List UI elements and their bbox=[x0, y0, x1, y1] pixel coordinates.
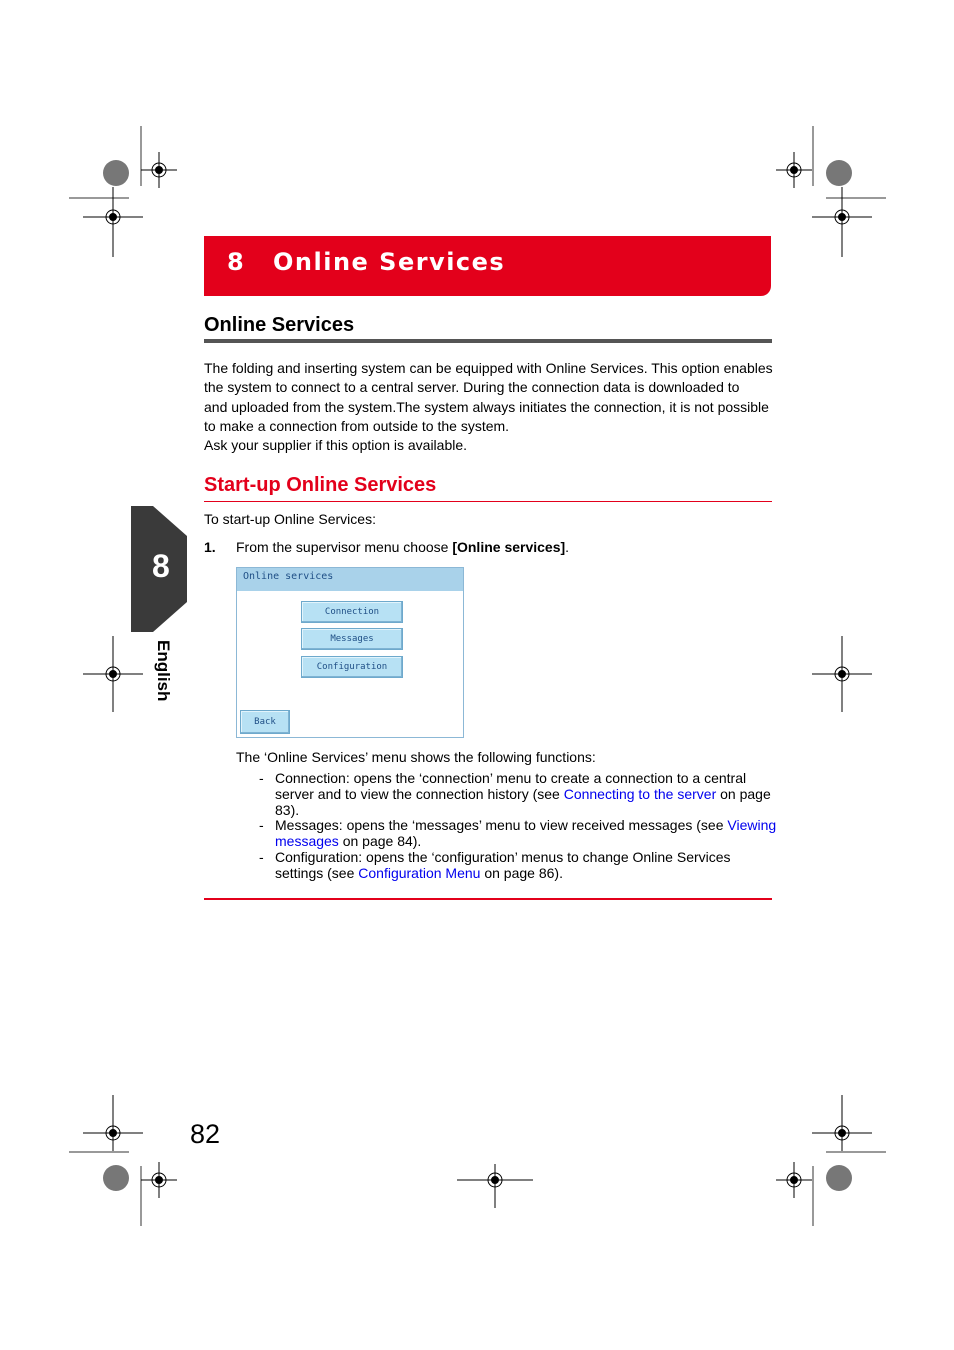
item-line: Configuration: opens the ‘configuration’ menus to change Online Services bbox=[275, 849, 731, 865]
messages-button[interactable]: Messages bbox=[301, 628, 403, 650]
configuration-menu-link[interactable]: Configuration Menu bbox=[358, 865, 481, 881]
item-line bbox=[275, 817, 780, 833]
item-text: on page bbox=[716, 786, 771, 802]
item-line: Connection: opens the ‘connection’ menu to create a connection to a central bbox=[275, 770, 747, 786]
intro-line: The folding and inserting system can be equipped with Online Services. This option enables bbox=[204, 360, 773, 376]
section-divider bbox=[204, 339, 772, 343]
functions-intro: The ‘Online Services’ menu shows the following functions: bbox=[236, 749, 596, 765]
item-line bbox=[275, 833, 780, 849]
step-text-before: From the supervisor menu choose bbox=[236, 539, 453, 555]
chapter-tab-number: 8 bbox=[152, 548, 170, 584]
list-item-connection bbox=[275, 770, 780, 818]
list-item-messages bbox=[275, 817, 780, 849]
intro-line: the system to connect to a central server. During the connection data is downloaded to bbox=[204, 379, 740, 395]
step-text bbox=[236, 539, 569, 555]
item-line: 83). bbox=[275, 802, 300, 818]
item-line bbox=[275, 865, 780, 881]
step-number: 1. bbox=[204, 539, 216, 555]
startup-intro: To start-up Online Services: bbox=[204, 511, 376, 527]
step-text-after: . bbox=[565, 539, 570, 555]
item-line bbox=[275, 786, 780, 802]
back-button[interactable]: Back bbox=[240, 710, 290, 734]
screen-header bbox=[237, 568, 463, 591]
section-end-divider bbox=[204, 898, 772, 900]
intro-line: to make a connection from outside to the system. bbox=[204, 418, 510, 434]
online-services-screen bbox=[236, 567, 464, 738]
configuration-button[interactable]: Configuration bbox=[301, 656, 403, 678]
list-dash: - bbox=[259, 817, 264, 833]
list-item-configuration bbox=[275, 849, 780, 881]
intro-line: Ask your supplier if this option is available. bbox=[204, 437, 468, 453]
viewing-messages-link-cont[interactable]: messages bbox=[275, 833, 339, 849]
item-text: server and to view the connection history (see bbox=[275, 786, 564, 802]
chapter-number: 8 bbox=[227, 248, 246, 276]
chapter-title: Online Services bbox=[273, 248, 506, 276]
subsection-title: Start-up Online Services bbox=[204, 474, 437, 496]
connecting-to-server-link[interactable]: Connecting to the server bbox=[563, 786, 717, 802]
list-dash: - bbox=[259, 849, 264, 865]
section-title: Online Services bbox=[204, 314, 355, 336]
item-text: on page 86). bbox=[480, 865, 563, 881]
connection-button[interactable]: Connection bbox=[301, 601, 403, 623]
language-label: English bbox=[154, 640, 173, 702]
list-dash: - bbox=[259, 770, 264, 786]
screen-title: Online services bbox=[243, 571, 334, 582]
step-menu-name: [Online services] bbox=[452, 539, 566, 555]
item-text: settings (see bbox=[275, 865, 359, 881]
item-text: Messages: opens the ‘messages’ menu to view received messages (see bbox=[275, 817, 728, 833]
intro-line: and uploaded from the system.The system always initiates the connection, it is not possible bbox=[204, 399, 769, 415]
item-text: on page 84). bbox=[338, 833, 422, 849]
page-number: 82 bbox=[190, 1119, 221, 1149]
chapter-banner bbox=[204, 236, 771, 296]
subsection-divider bbox=[204, 501, 772, 502]
viewing-messages-link[interactable]: Viewing bbox=[727, 817, 777, 833]
